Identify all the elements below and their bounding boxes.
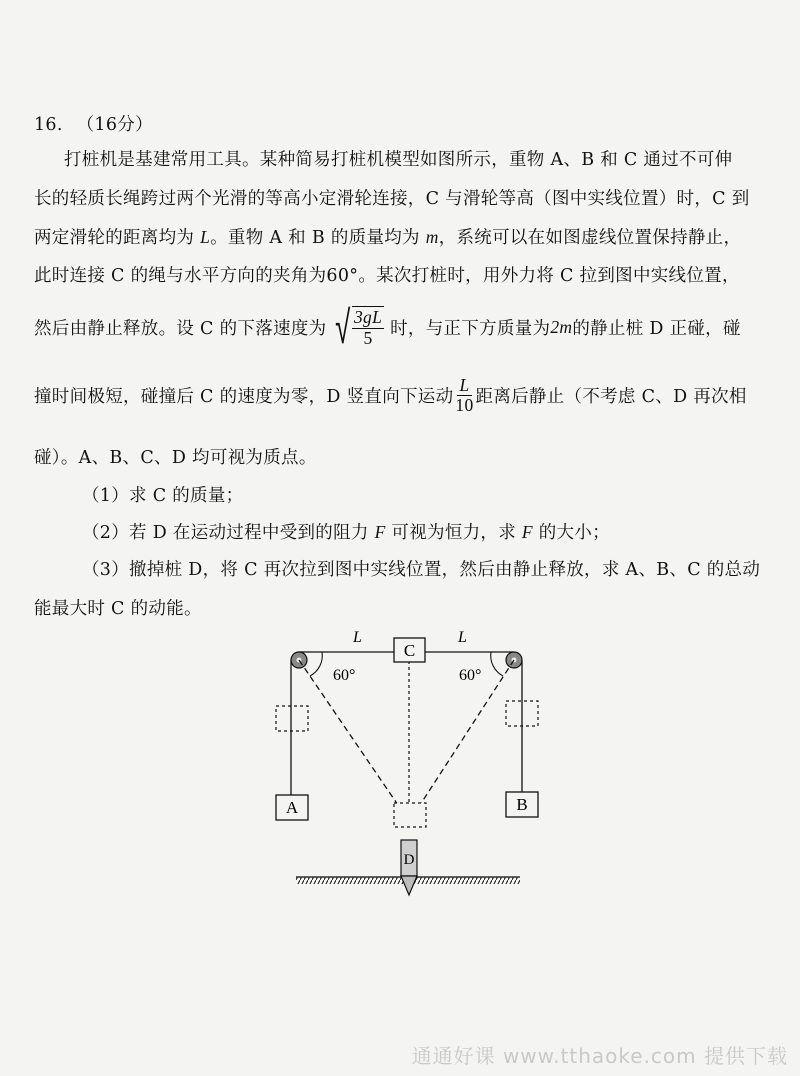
radical-sign: √ <box>335 300 351 354</box>
text-segment: 距离后静止（不考虑 C、D 再次相 <box>475 387 747 408</box>
text-segment: 两定滑轮的距离均为 <box>34 228 201 248</box>
question-3-line-1: （3）撤掉桩 D，将 C 再次拉到图中实线位置，然后由静止释放，求 A、B、C 的总动 <box>82 560 761 580</box>
text-segment: 的静止桩 D 正碰，碰 <box>572 318 741 339</box>
fraction-denominator: 5 <box>363 327 373 348</box>
problem-points: （16分） <box>76 115 153 135</box>
problem-text-line-7: 碰）。A、B、C、D 均可视为质点。 <box>34 448 317 468</box>
L-label-left: L <box>353 629 362 646</box>
angle-label-left: 60° <box>333 667 356 684</box>
C-label: C <box>403 641 416 660</box>
D-label: D <box>403 852 415 868</box>
var-F: F <box>521 522 533 542</box>
watermark: 通通好课 www.tthaoke.com 提供下载 <box>411 1044 788 1068</box>
angle-arc-left <box>310 652 322 676</box>
text-segment: （2）若 D 在运动过程中受到的阻力 <box>82 523 375 543</box>
text-segment: 时，与正下方质量为 <box>390 318 551 339</box>
B-label: B <box>516 795 528 814</box>
A-dashed-position <box>276 706 308 731</box>
A-label: A <box>285 798 299 817</box>
L-label-right: L <box>458 629 467 646</box>
var-F: F <box>374 522 386 542</box>
question-3-line-2: 能最大时 C 的动能。 <box>34 599 202 619</box>
var-m: m <box>425 227 439 247</box>
fraction-numerator: L <box>459 375 470 395</box>
mass-2m: 2m <box>550 316 573 337</box>
var-L: L <box>200 227 211 247</box>
fraction-numerator: 3gL <box>353 307 383 328</box>
problem-text-line-1: 打桩机是基建常用工具。某种简易打桩机模型如图所示，重物 A、B 和 C 通过不可伸 <box>64 150 733 170</box>
text-segment: 然后由静止释放。设 C 的下落速度为 <box>34 318 327 339</box>
angle-arc-right <box>491 652 503 676</box>
problem-text-line-2: 长的轻质长绳跨过两个光滑的等高小定滑轮连接，C 与滑轮等高（图中实线位置）时，C 到 <box>34 189 750 209</box>
text-segment: 撞时间极短，碰撞后 C 的速度为零，D 竖直向下运动 <box>34 387 454 408</box>
problem-number: 16. <box>34 115 63 135</box>
fraction-denominator: 10 <box>455 395 474 416</box>
text-segment: 的大小； <box>532 523 610 543</box>
text-segment: ，系统可以在如图虚线位置保持静止， <box>438 228 742 248</box>
question-1: （1）求 C 的质量； <box>82 486 244 506</box>
text-segment: 可视为恒力，求 <box>385 523 522 543</box>
C-dashed-position <box>394 803 426 827</box>
text-segment: 。重物 A 和 B 的质量均为 <box>210 228 426 248</box>
problem-text-line-4: 此时连接 C 的绳与水平方向的夹角为60°。某次打桩时，用外力将 C 拉到图中实线位置， <box>34 266 740 286</box>
angle-label-right: 60° <box>459 667 482 684</box>
